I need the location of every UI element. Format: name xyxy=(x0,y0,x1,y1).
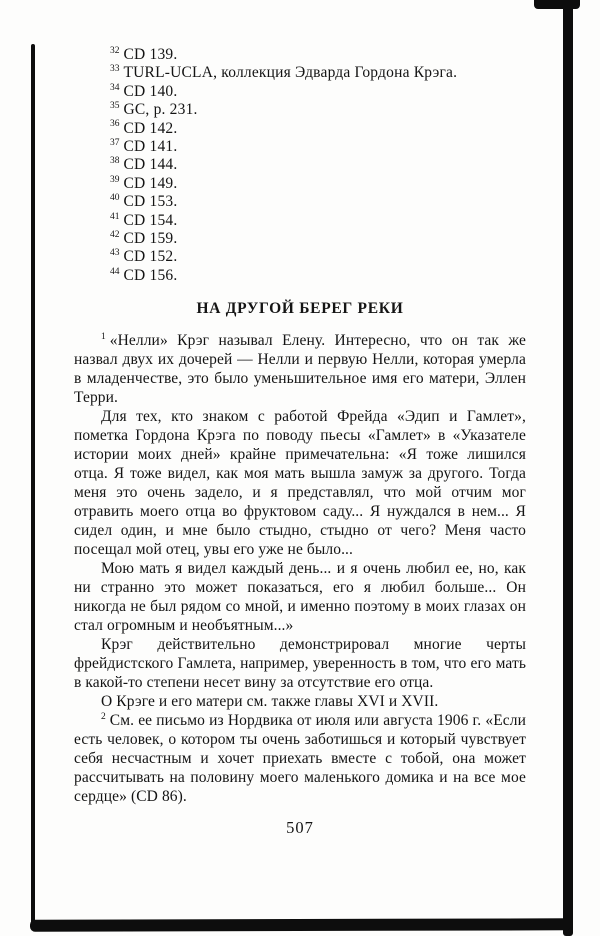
footnote-line xyxy=(110,267,526,285)
footnote-text: GC, p. 231. xyxy=(123,101,198,119)
footnote-text: CD 149. xyxy=(123,174,178,192)
footnote-number: 41 xyxy=(110,211,120,222)
footnote-text: CD 153. xyxy=(123,193,178,211)
footnote-text: CD 156. xyxy=(123,266,178,284)
scan-artifact-top-right xyxy=(534,0,580,9)
footnote-text: CD 152. xyxy=(123,248,178,266)
footnote-line xyxy=(110,138,526,156)
paragraph-text: О Крэге и его матери см. также главы XVI и XVII. xyxy=(101,693,439,711)
scan-artifact-left-edge xyxy=(31,44,35,926)
page-number: 507 xyxy=(286,818,314,838)
paragraph xyxy=(74,692,526,711)
footnote-text: CD 142. xyxy=(123,119,178,137)
footnote-number: 43 xyxy=(110,248,120,259)
text-block xyxy=(74,46,526,838)
footnote-number: 34 xyxy=(110,82,120,93)
footnote-line xyxy=(110,193,526,211)
footnote-number: 38 xyxy=(110,156,120,167)
footnote-text: CD 140. xyxy=(123,82,178,100)
footnote-number: 33 xyxy=(110,64,120,75)
paragraph xyxy=(74,331,526,407)
footnote-line xyxy=(110,101,526,119)
paragraph xyxy=(74,711,526,806)
footnote-line xyxy=(110,46,526,64)
footnote-line xyxy=(110,248,526,266)
paragraph-text: Крэг действительно демонстрировал многие черты фрейдистского Гамлета, например, уверенность в том, что его мать в какой-то степени несет вину за отсутствие его отца. xyxy=(74,636,526,692)
paragraph-text: Мою мать я видел каждый день... и я очень любил ее, но, как ни странно это может показаться, его я любил больше... Он никогда не был рядом со мной, и именно поэтому в моих глазах он стал огромным и необъятным...» xyxy=(74,560,526,635)
footnote-text: CD 154. xyxy=(123,211,178,229)
paragraph xyxy=(74,635,526,692)
footnote-number: 37 xyxy=(110,137,120,148)
footnote-number: 39 xyxy=(110,174,120,185)
section-heading: НА ДРУГОЙ БЕРЕГ РЕКИ xyxy=(196,300,404,318)
paragraph xyxy=(74,559,526,635)
footnote-line xyxy=(110,64,526,82)
footnote-line xyxy=(110,156,526,174)
footnote-line xyxy=(110,212,526,230)
footnote-line xyxy=(110,83,526,101)
footnote-text: CD 144. xyxy=(123,156,178,174)
footnote-line xyxy=(110,120,526,138)
footnote-line xyxy=(110,230,526,248)
footnote-number: 42 xyxy=(110,229,120,240)
scan-artifact-right-edge xyxy=(563,0,573,936)
footnote-number: 36 xyxy=(110,119,120,130)
footnote-text: TURL-UCLA, коллекция Эдварда Гордона Крэга. xyxy=(123,64,458,82)
note-marker: 2 xyxy=(101,712,106,723)
paragraph-text: См. ее письмо из Нордвика от июля или августа 1906 г. «Если есть человек, о котором ты очень заботишься и который чувствует себя несчастным и хочет приехать вместе с тобой, она может рассчитывать на половину моего маленького домика и на все мое сердце» (CD 86). xyxy=(74,712,526,806)
note-marker: 1 xyxy=(101,332,106,343)
paragraph-text: «Нелли» Крэг называл Елену. Интересно, что он так же назвал двух их дочерей — Нелли и первую Нелли, которая умерла в младенчестве, это было уменьшительное имя его матери, Эллен Терри. xyxy=(74,332,526,407)
scan-artifact-bottom-edge xyxy=(30,918,571,931)
footnote-list xyxy=(74,46,526,285)
footnote-line xyxy=(110,175,526,193)
paragraph-text: Для тех, кто знаком с работой Фрейда «Эдип и Гамлет», пометка Гордона Крэга по поводу пьесы «Гамлет» в «Указателе истории моих дней» крайне примечательна: «Я тоже лишился отца. Я тоже видел, как моя мать вышла замуж за другого. Тогда меня это очень задело, и я представлял, что мой отчим мог отравить моего отца во фруктовом саду... Я нуждался в нем... Я сидел один, и мне было стыдно, стыдно от чего? Меня часто посещал мой отец, увы его уже не было... xyxy=(74,408,526,559)
footnote-text: CD 139. xyxy=(123,46,178,63)
footnote-number: 35 xyxy=(110,101,120,112)
footnote-text: CD 141. xyxy=(123,138,178,156)
footnote-number: 40 xyxy=(110,193,120,204)
footnote-number: 44 xyxy=(110,266,120,277)
paragraph xyxy=(74,407,526,559)
footnote-text: CD 159. xyxy=(123,230,178,248)
footnote-number: 32 xyxy=(110,45,120,56)
